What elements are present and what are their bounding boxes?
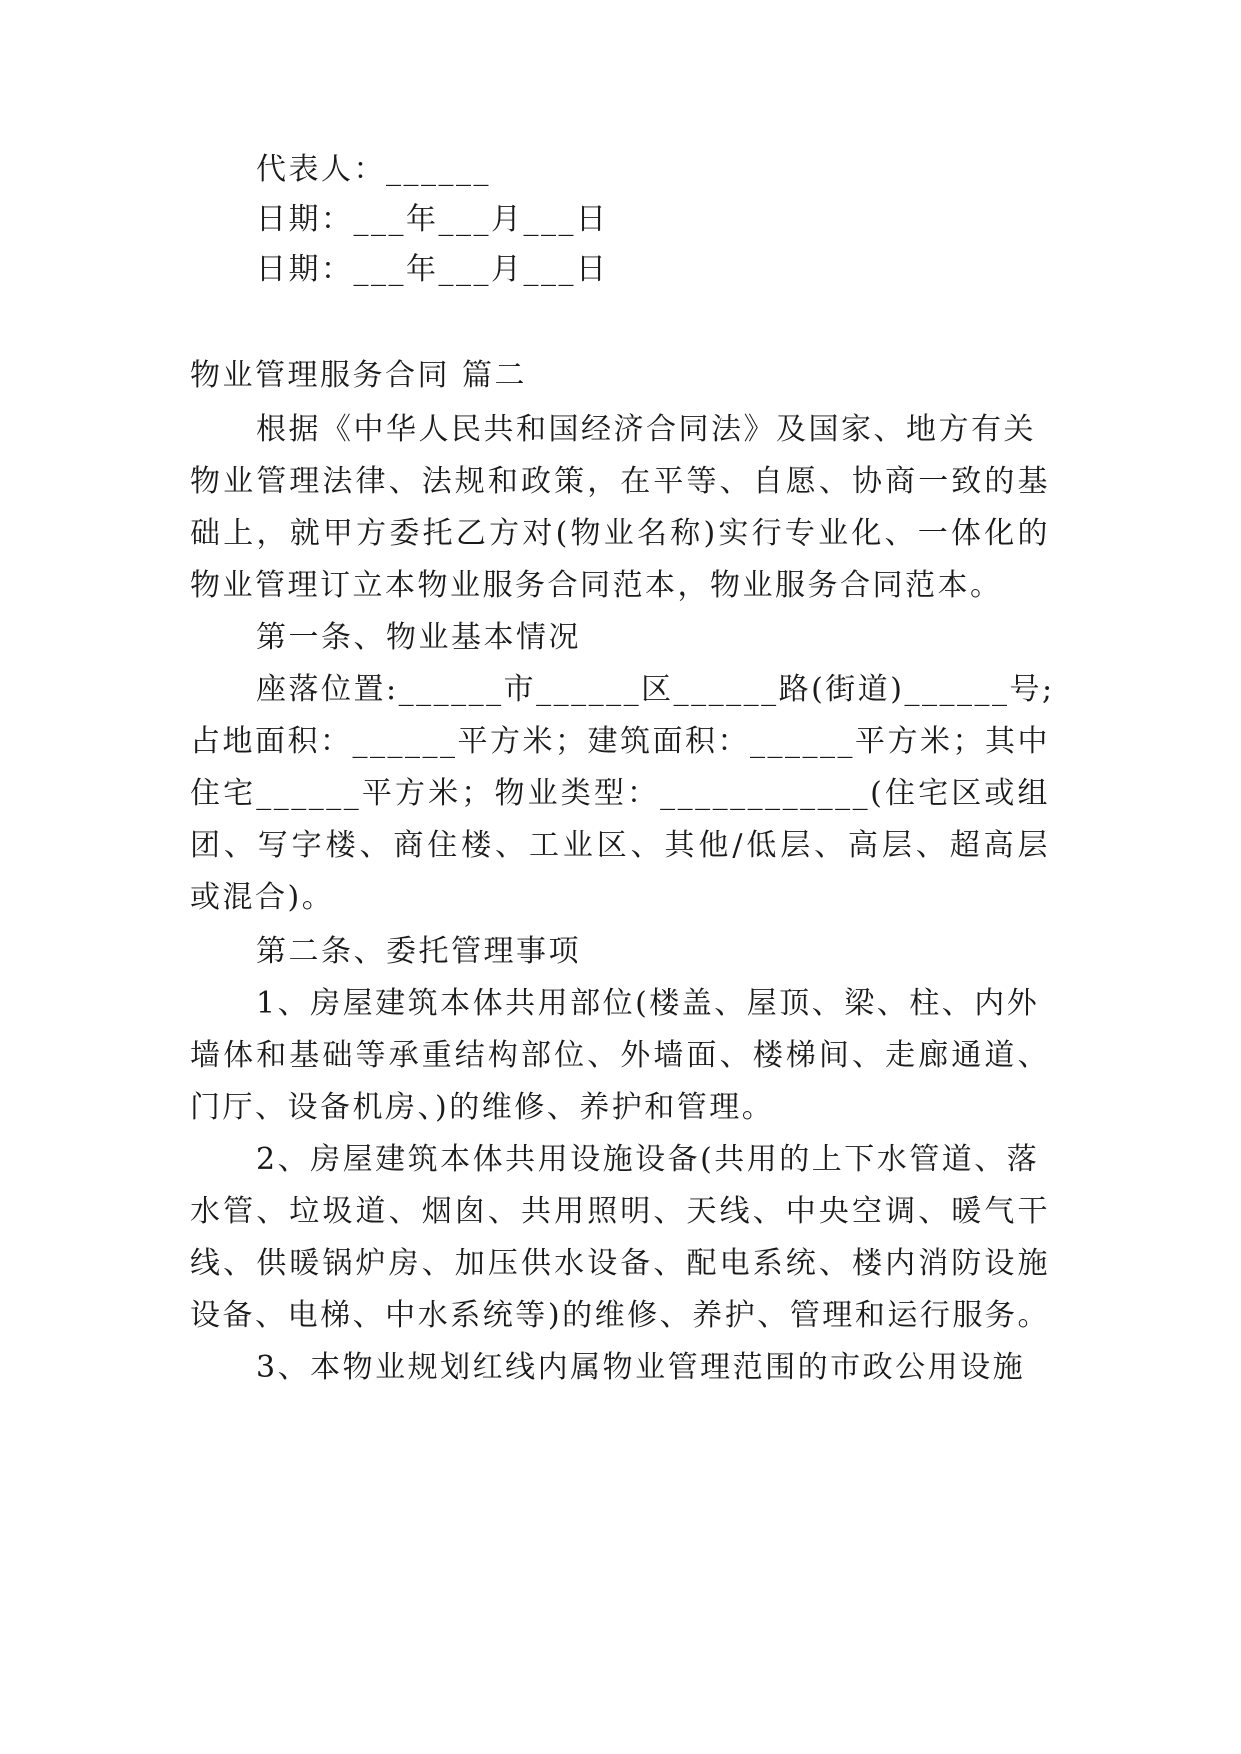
intro-line: 物业管理法律、法规和政策，在平等、自愿、协商一致的基 (190, 464, 1050, 499)
item-line: 设备、电梯、中水系统等)的维修、养护、管理和运行服务。 (190, 1298, 1050, 1333)
item-line: 3、本物业规划红线内属物业管理范围的市政公用设施 (256, 1350, 1026, 1385)
article-line: 住宅______平方米；物业类型：____________(住宅区或组 (190, 776, 1050, 811)
intro-line: 础上，就甲方委托乙方对(物业名称)实行专业化、一体化的 (190, 516, 1050, 551)
representative-line: 代表人：______ (256, 152, 491, 187)
article-line: 团、写字楼、商住楼、工业区、其他/低层、高层、超高层 (190, 828, 1050, 863)
article-heading: 第二条、委托管理事项 (256, 934, 581, 969)
article-line: 或混合)。 (190, 880, 335, 915)
date-line: 日期：___年___月___日 (256, 252, 609, 287)
item-line: 水管、垃圾道、烟囱、共用照明、天线、中央空调、暖气干 (190, 1194, 1050, 1229)
section-title: 物业管理服务合同 篇二 (190, 358, 528, 393)
item-line: 1、房屋建筑本体共用部位(楼盖、屋顶、梁、柱、内外 (256, 986, 1040, 1021)
article-heading: 第一条、物业基本情况 (256, 620, 581, 655)
article-line: 座落位置:______市______区______路(街道)______号; (256, 672, 1055, 707)
item-line: 线、供暖锅炉房、加压供水设备、配电系统、楼内消防设施 (190, 1246, 1050, 1281)
intro-line: 物业管理订立本物业服务合同范本，物业服务合同范本。 (190, 568, 1003, 603)
item-line: 2、房屋建筑本体共用设施设备(共用的上下水管道、落 (256, 1142, 1040, 1177)
date-line: 日期：___年___月___日 (256, 202, 609, 237)
item-line: 门厅、设备机房、)的维修、养护和管理。 (190, 1090, 775, 1125)
intro-line: 根据《中华人民共和国经济合同法》及国家、地方有关 (256, 412, 1036, 447)
article-line: 占地面积：______平方米；建筑面积：______平方米；其中 (190, 724, 1050, 759)
item-line: 墙体和基础等承重结构部位、外墙面、楼梯间、走廊通道、 (190, 1038, 1050, 1073)
